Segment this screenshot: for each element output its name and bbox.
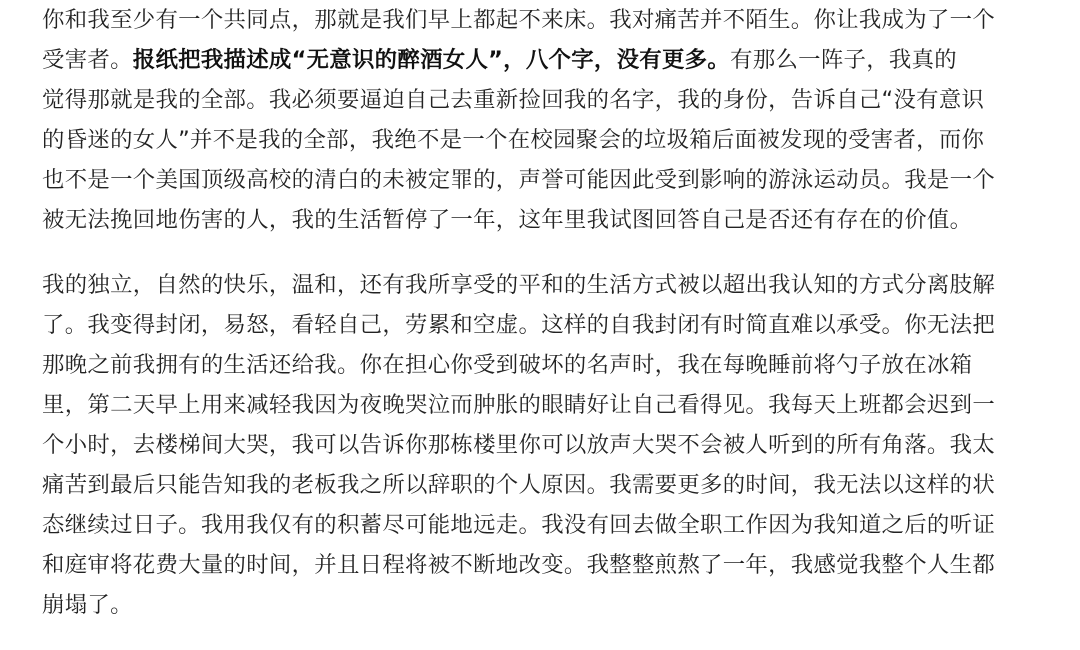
text-line: 觉得那就是我的全部。我必须要逼迫自己去重新捡回我的名字，我的身份，告诉自己“没有意识 — [42, 87, 985, 113]
article-text — [42, 0, 1042, 625]
text-line: 的昏迷的女人”并不是我的全部，我绝不是一个在校园聚会的垃圾箱后面被发现的受害者，而你 — [42, 127, 985, 153]
text-line: 被无法挽回地伤害的人，我的生活暂停了一年，这年里我试图回答自己是否还有存在的价值。 — [42, 207, 973, 233]
text-run: 受害者。 — [42, 47, 133, 73]
text-line: 也不是一个美国顶级高校的清白的未被定罪的，声誉可能因此受到影响的游泳运动员。我是一个 — [42, 167, 996, 193]
text-line: 和庭审将花费大量的时间，并且日程将被不断地改变。我整整煎熬了一年，我感觉我整个人生都 — [42, 552, 996, 578]
text-line: 态继续过日子。我用我仅有的积蓄尽可能地远走。我没有回去做全职工作因为我知道之后的听证 — [42, 512, 996, 538]
text-line: 个小时，去楼梯间大哭，我可以告诉你那栋楼里你可以放声大哭不会被人听到的所有角落。我太 — [42, 432, 996, 458]
paragraph-spacer — [42, 240, 1042, 265]
text-line: 崩塌了。 — [42, 592, 133, 618]
text-line: 了。我变得封闭，易怒，看轻自己，劳累和空虚。这样的自我封闭有时简直难以承受。你无法把 — [42, 312, 996, 338]
text-line: 你和我至少有一个共同点，那就是我们早上都起不来床。我对痛苦并不陌生。你让我成为了一个 — [42, 7, 996, 33]
text-line — [42, 40, 1042, 80]
text-line: 那晚之前我拥有的生活还给我。你在担心你受到破坏的名声时，我在每晚睡前将勺子放在冰箱 — [42, 352, 973, 378]
bold-quote: 报纸把我描述成“无意识的醉酒女人”，八个字，没有更多。 — [132, 47, 731, 73]
paragraph-2 — [42, 265, 1042, 625]
text-run: 有那么一阵子，我真的 — [730, 47, 957, 73]
text-line: 痛苦到最后只能告知我的老板我之所以辞职的个人原因。我需要更多的时间，我无法以这样的状 — [42, 472, 996, 498]
paragraph-1 — [42, 0, 1042, 240]
text-line: 里，第二天早上用来减轻我因为夜晚哭泣而肿胀的眼睛好让自己看得见。我每天上班都会迟到一 — [42, 392, 996, 418]
text-line: 我的独立，自然的快乐，温和，还有我所享受的平和的生活方式被以超出我认知的方式分离肢解 — [42, 272, 996, 298]
